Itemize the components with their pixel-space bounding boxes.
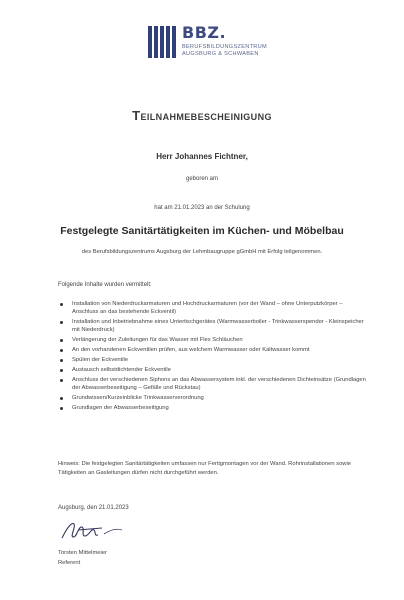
note-paragraph: Hinweis: Die festgelegten Sanitärtätigkeiten umfassen nur Fertigmontagen vor der Wand. Rohrinstallationen sowie Tätigkeiten an Gasleitungen dürfen nicht durchgeführt werden. — [58, 461, 352, 476]
list-item: An den vorhandenen Eckventilen prüfen, aus welchem Warmwasser oder Kaltwasser kommt — [58, 346, 368, 354]
list-item: Installation und Inbetriebnahme eines Untertischgerätes (Warmwasserboiler - Trinkwasserspender - Kleinspeicher mit Niederdruck) — [58, 318, 368, 334]
born-label: geboren am — [185, 176, 219, 182]
recipient-name: Herr Johannes Fichtner, — [156, 152, 248, 161]
list-item: Grundlagen der Abwasserbeseitigung — [58, 404, 368, 412]
logo-name: BBZ. — [182, 23, 227, 42]
list-item: Austausch selbstdichtender Eckventile — [58, 366, 368, 374]
list-item: Verlängerung der Zuleitungen für das Wasser mit Flex Schläuchen — [58, 336, 368, 344]
certificate-title: Teilnahmebescheinigung — [132, 108, 272, 123]
list-item: Installation von Niederdruckarmaturen und Hochdruckarmaturen (vor der Wand – ohne Unterputzkörper – Anschluss an das bestehende Eckventil) — [58, 300, 368, 316]
place-date: Augsburg, den 21.01.2023 — [58, 505, 129, 511]
content-intro: Folgende Inhalte wurden vermittelt: — [58, 282, 152, 288]
course-date-line: hat am 21.01.2023 an der Schulung — [154, 205, 250, 211]
bbz-logo — [148, 22, 278, 62]
course-title: Festgelegte Sanitärtätigkeiten im Küchen- und Möbelbau — [60, 225, 344, 237]
logo-subtitle-line1: BERUFSBILDUNGSZENTRUM — [182, 44, 267, 50]
list-item: Spülen der Eckventile — [58, 356, 368, 364]
logo-subtitle-line2: AUGSBURG & SCHWABEN — [182, 51, 259, 57]
signer-name: Torsten Mittelmeier — [58, 550, 107, 556]
logo-bars-icon — [148, 26, 178, 58]
list-item: Anschluss der verschiedenen Siphons an das Abwassersystem inkl. der verschiedenen Dichteinsätze (Grundlagen der Abwasserbeseitigung – Gefälle und Rückstau) — [58, 376, 368, 392]
signature-icon — [58, 518, 138, 542]
list-item: Grundwissen/Kurzeinblicke Trinkwasserverordnung — [58, 394, 368, 402]
organization-line: des Berufsbildungszentrums Augsburg der Lehmbaugruppe gGmbH mit Erfolg teilgenommen. — [81, 249, 323, 255]
signer-role: Referent — [58, 560, 81, 566]
content-list — [58, 300, 368, 414]
